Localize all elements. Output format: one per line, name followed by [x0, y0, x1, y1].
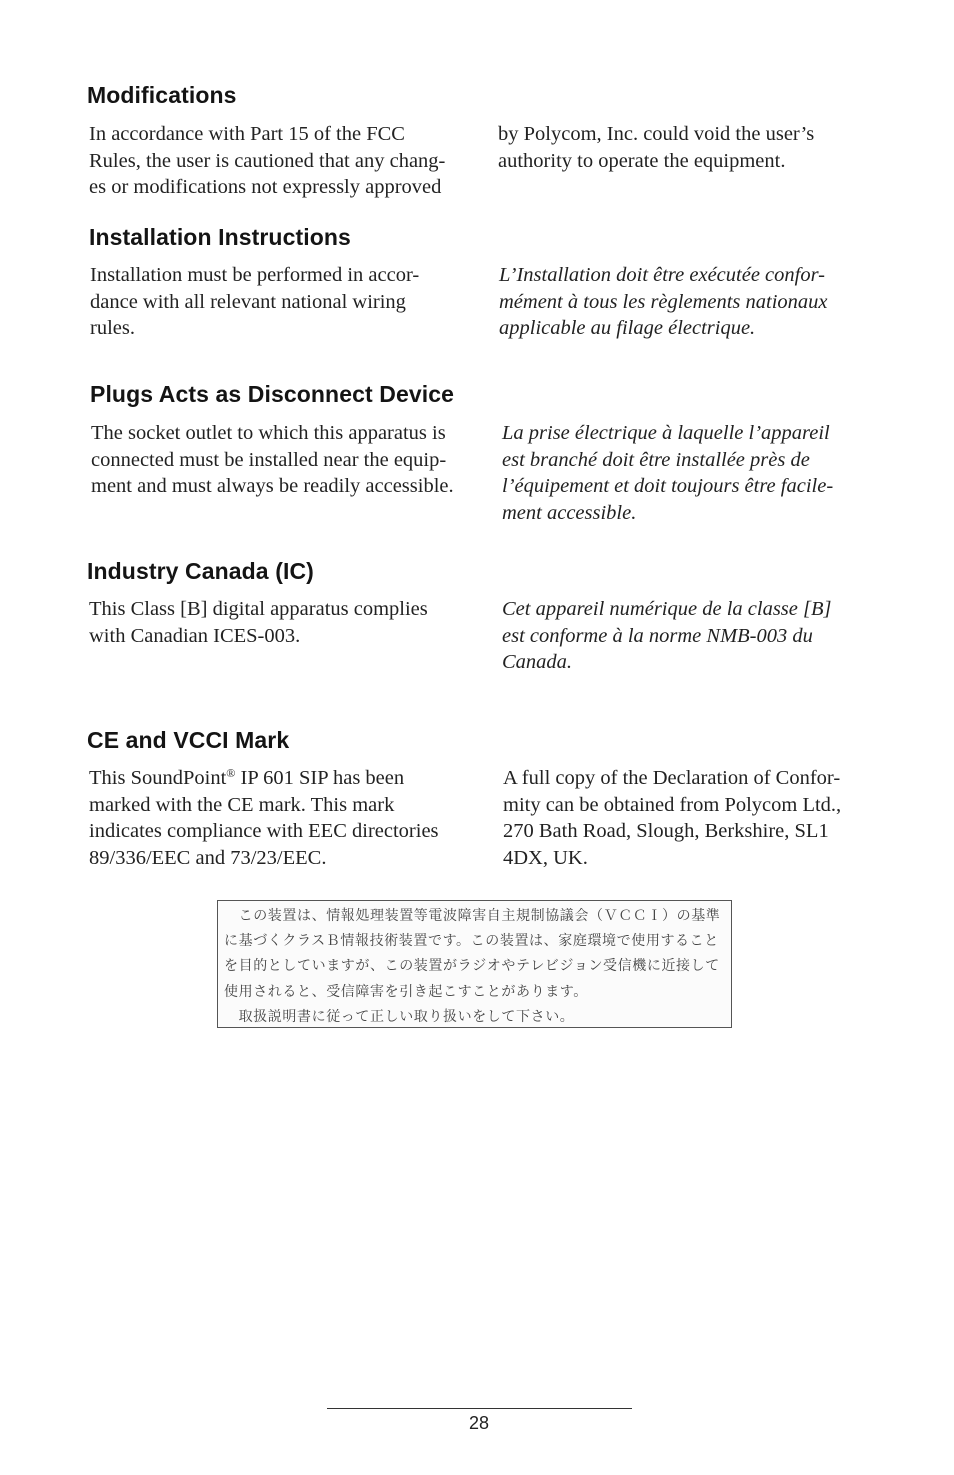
text-line: Canada.: [502, 651, 573, 673]
text-line: marked with the CE mark. This mark: [89, 793, 395, 816]
vcci-notice-line: 使用されると、受信障害を引き起こすことがあります。: [224, 984, 588, 1000]
text-fragment: This SoundPoint: [89, 767, 227, 789]
text-line: by Polycom, Inc. could void the user’s: [498, 123, 815, 145]
vcci-notice-line: 取扱説明書に従って正しい取り扱いをして下さい。: [224, 1009, 575, 1025]
text-line: es or modifications not expressly approved: [89, 176, 442, 198]
industry-canada-text-fr: [502, 596, 831, 676]
text-line: The socket outlet to which this apparatus is: [91, 422, 446, 444]
installation-text-fr: [499, 262, 828, 342]
ce-vcci-text-right: [503, 765, 841, 871]
text-line: authority to operate the equipment.: [498, 149, 786, 172]
text-line: l’équipement et doit toujours être facile-: [502, 475, 834, 497]
text-line: La prise électrique à laquelle l’appareil: [502, 422, 830, 444]
registered-mark: ®: [226, 766, 236, 780]
heading-plugs-disconnect-device: Plugs Acts as Disconnect Device: [90, 381, 455, 407]
text-line: Installation must be performed in accor-: [90, 264, 420, 286]
industry-canada-text-en: [89, 596, 428, 649]
heading-ce-vcci-mark: CE and VCCI Mark: [87, 727, 290, 753]
text-fragment: IP 601 SIP has been: [235, 767, 405, 789]
vcci-notice-line: この装置は、情報処理装置等電波障害自主規制協議会（ＶＣＣＩ）の基準: [224, 908, 721, 924]
footer-rule: [327, 1408, 632, 1409]
heading-industry-canada: Industry Canada (IC): [87, 558, 314, 584]
plugs-text-en: [91, 420, 454, 500]
text-line: L’Installation doit être exécutée confor-: [499, 264, 825, 286]
text-line: This Class [B] digital apparatus complies: [89, 598, 428, 620]
text-line: dance with all relevant national wiring: [90, 290, 406, 313]
text-line: [89, 765, 439, 792]
text-line: Rules, the user is cautioned that any chang-: [89, 149, 446, 172]
heading-installation-instructions: Installation Instructions: [89, 224, 351, 250]
text-line: with Canadian ICES-003.: [89, 624, 301, 647]
text-line: mément à tous les règlements nationaux: [499, 290, 828, 313]
page-number: 28: [468, 1413, 490, 1433]
text-line: est branché doit être installée près de: [502, 448, 810, 471]
text-line: 4DX, UK.: [503, 846, 588, 869]
vcci-notice-line: を目的としていますが、この装置がラジオやテレビジョン受信機に近接して: [224, 958, 720, 974]
vcci-notice-line: に基づくクラスＢ情報技術装置です。この装置は、家庭環境で使用すること: [224, 933, 719, 949]
modifications-text-continued: [498, 121, 814, 174]
ce-vcci-text-left: [89, 765, 439, 871]
text-line: In accordance with Part 15 of the FCC: [89, 123, 405, 145]
text-line: 270 Bath Road, Slough, Berkshire, SL1: [503, 820, 829, 842]
text-line: A full copy of the Declaration of Confor-: [503, 767, 841, 789]
heading-modifications: Modifications: [87, 82, 237, 108]
text-line: 89/336/EEC and 73/23/EEC.: [89, 846, 327, 869]
text-line: ment and must always be readily accessible.: [91, 475, 454, 497]
text-line: ment accessible.: [502, 501, 637, 524]
vcci-notice-box: [217, 900, 732, 1028]
text-line: rules.: [90, 317, 135, 339]
plugs-text-fr: [502, 420, 833, 526]
text-line: connected must be installed near the equip-: [91, 448, 447, 471]
text-line: est conforme à la norme NMB-003 du: [502, 624, 813, 647]
text-line: indicates compliance with EEC directories: [89, 820, 439, 842]
text-line: mity can be obtained from Polycom Ltd.,: [503, 793, 842, 816]
modifications-text-en: [89, 121, 445, 201]
text-line: applicable au filage électrique.: [499, 317, 756, 339]
installation-text-en: [90, 262, 419, 342]
text-line: Cet appareil numérique de la classe [B]: [502, 598, 832, 620]
